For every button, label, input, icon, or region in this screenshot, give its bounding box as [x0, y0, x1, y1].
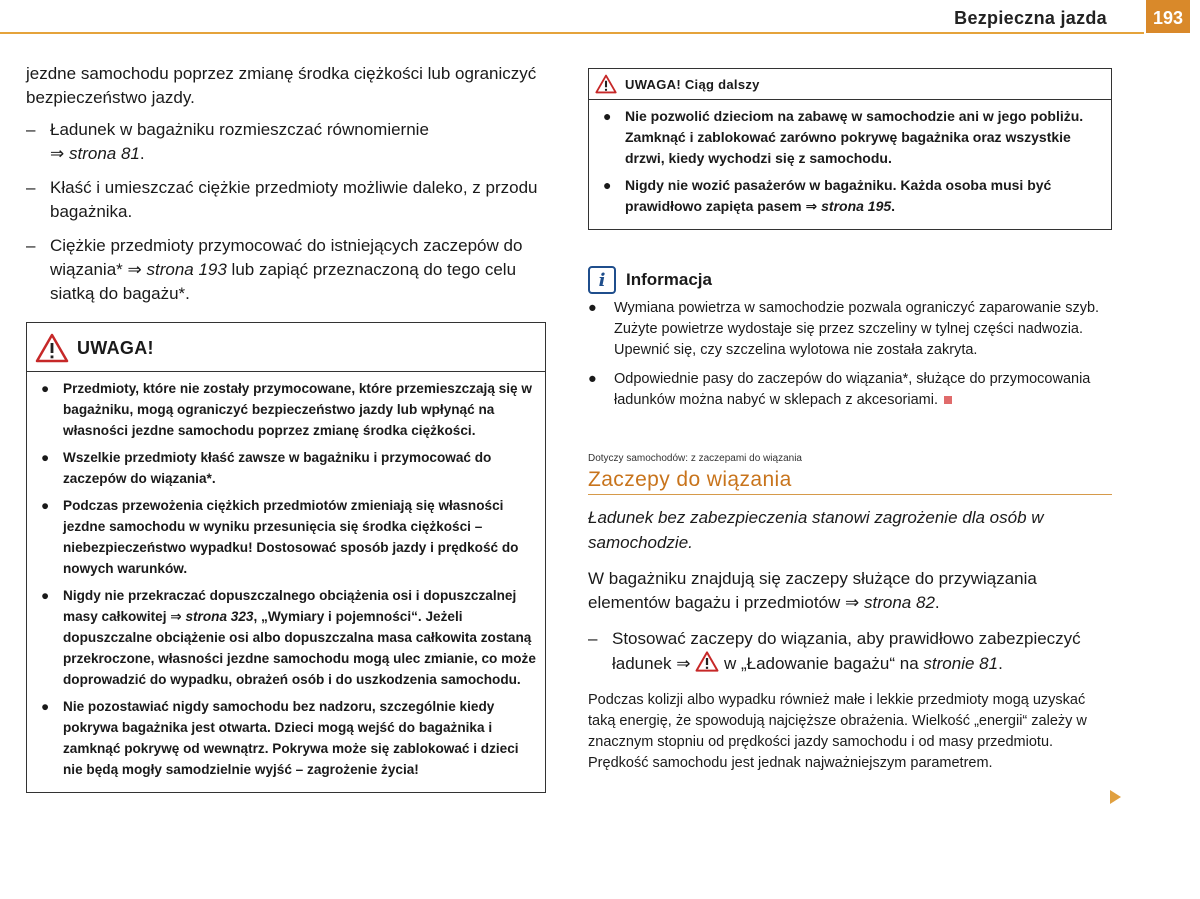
warning-bullet: ● Nie pozostawiać nigdy samochodu bez nadzoru, szczególnie kiedy pokrywa bagażnika jest otwarta. Dzieci mogą wejść do bagażnika i zamknąć pokrywę od wewnątrz. Pokrywa może się zablokować i dzieci nie będą mogły samodzielnie wyjść – zagrożenie życia! — [41, 699, 519, 777]
info-icon: i — [588, 266, 616, 294]
info-title: Informacja — [626, 270, 712, 289]
info-item: ● Odpowiednie pasy do zaczepów do wiązania*, służące do przymocowania ładunków można nabyć w sklepach z akcesoriami. — [588, 371, 1091, 408]
warning-body — [27, 372, 545, 792]
header-rule — [0, 32, 1144, 34]
info-header — [588, 266, 1112, 294]
warning-label: UWAGA! Ciąg dalszy — [625, 76, 760, 92]
page-reference-link[interactable]: strona 193 — [146, 260, 227, 279]
warning-bullet: ● Przedmioty, które nie zostały przymocowane, które przemieszczają się w bagażniku, mogą ograniczyć bezpieczeństwo jazdy lub wpłynąć na własności jezdne samochodu poprzez zmianę środka ciężkości. — [41, 381, 532, 438]
section-end-marker — [944, 396, 952, 404]
page-reference-link[interactable]: strona 323 — [185, 609, 254, 624]
warning-bullet: ● Nigdy nie wozić pasażerów w bagażniku. Każda osoba musi być prawidłowo zapięta pasem ⇒ strona 195. — [603, 177, 1052, 214]
left-column — [26, 62, 546, 793]
warning-bullet: ● Podczas przewożenia ciężkich przedmiotów zmieniają się własności jezdne samochodu w wyniku przesunięcia się środka ciężkości – niebezpieczeństwo wypadku! Dostosować sposób jazdy i prędkość do nowych warunków. — [41, 498, 519, 576]
warning-bullet: ● Nigdy nie przekraczać dopuszczalnego obciążenia osi i dopuszczalnej masy całkowitej ⇒ strona 323, „Wymiary i pojemności“. Jeżeli dopuszczalne obciążenie osi albo dopuszczalna masa całkowita zostaną przekroczone, własności jezdne samochodu mogą ulec zmianie, co może doprowadzić do wypadku, obrażeń osób i do uszkodzenia samochodu. — [41, 588, 536, 687]
warning-body — [589, 100, 1111, 229]
warning-triangle-icon — [595, 74, 617, 94]
warning-header — [589, 69, 1111, 100]
ref-arrow-icon: ⇒ — [127, 260, 142, 279]
lead-paragraph: Ładunek bez zabezpieczenia stanowi zagrożenie dla osób w samochodzie. — [588, 508, 1044, 552]
page-reference-link[interactable]: stronie 81 — [923, 654, 999, 673]
warning-triangle-icon — [695, 651, 719, 672]
ref-arrow-icon: ⇒ — [845, 593, 860, 612]
right-column — [588, 68, 1112, 774]
ref-arrow-icon: ⇒ — [676, 654, 691, 673]
intro-paragraph: jezdne samochodu poprzez zmianę środka ciężkości lub ograniczyć bezpieczeństwo jazdy. — [26, 64, 537, 107]
body-paragraph: W bagażniku znajdują się zaczepy służące do przywiązania elementów bagażu i przedmiotów ⇒ strona 82. — [588, 569, 1037, 612]
ref-arrow-icon: ⇒ — [805, 198, 818, 214]
warning-label: UWAGA! — [77, 337, 154, 358]
page-number-badge: 193 — [1146, 0, 1190, 33]
ref-arrow-icon: ⇒ — [170, 609, 182, 624]
list-item: – Ładunek w bagażniku rozmieszczać równomiernie ⇒ strona 81. — [26, 120, 429, 163]
list-item: – Ciężkie przedmioty przymocować do istniejących zaczepów do wiązania* ⇒ strona 193 lub zapiąć przeznaczoną do tego celu siatką do bagażu*. — [26, 236, 523, 303]
warning-bullet: ● Wszelkie przedmioty kłaść zawsze w bagażniku i przymocować do zaczepów do wiązania*. — [41, 450, 492, 486]
warning-triangle-icon — [35, 333, 69, 363]
warning-bullet: ● Nie pozwolić dzieciom na zabawę w samochodzie ani w jego pobliżu. Zamknąć i zablokować zarówno pokrywę bagażnika oraz wszystkie drzwi, kiedy wychodzi się z samochodu. — [603, 108, 1084, 166]
ref-arrow-icon: ⇒ — [50, 144, 65, 163]
section-heading: Zaczepy do wiązania — [588, 468, 1112, 495]
body-paragraph: Podczas kolizji albo wypadku również małe i lekkie przedmioty mogą uzyskać taką energię, że spowodują najcięższe obrażenia. Wielkość „energii“ zależy w znacznym stopniu od prędkości jazdy samochodu i od masy przedmiotu. Prędkość samochodu jest jednak najważniejszym parametrem. — [588, 692, 1087, 771]
applies-to-note: Dotyczy samochodów: z zaczepami do wiązania — [588, 453, 802, 464]
continue-arrow-icon — [1110, 790, 1121, 804]
warning-continued-box — [588, 68, 1112, 230]
warning-header — [27, 323, 545, 372]
list-item: – Stosować zaczepy do wiązania, aby prawidłowo zabezpieczyć ładunek ⇒ w „Ładowanie bagażu“ na stronie 81. — [588, 629, 1081, 673]
info-item: ● Wymiana powietrza w samochodzie pozwala ograniczyć zaparowanie szyb. Zużyte powietrze wydostaje się przez szczeliny w tylnej części nadwozia. Upewnić się, czy szczelina wylotowa nie została zakryta. — [588, 300, 1100, 358]
page-reference-link[interactable]: strona 82 — [864, 593, 935, 612]
page-reference-link[interactable]: strona 81 — [68, 144, 140, 163]
list-item: – Kłaść i umieszczać ciężkie przedmioty możliwie daleko, z przodu bagażnika. — [26, 178, 538, 221]
page-reference-link[interactable]: strona 195 — [821, 198, 892, 214]
warning-box — [26, 322, 546, 793]
running-header-title: Bezpieczna jazda — [954, 8, 1107, 28]
